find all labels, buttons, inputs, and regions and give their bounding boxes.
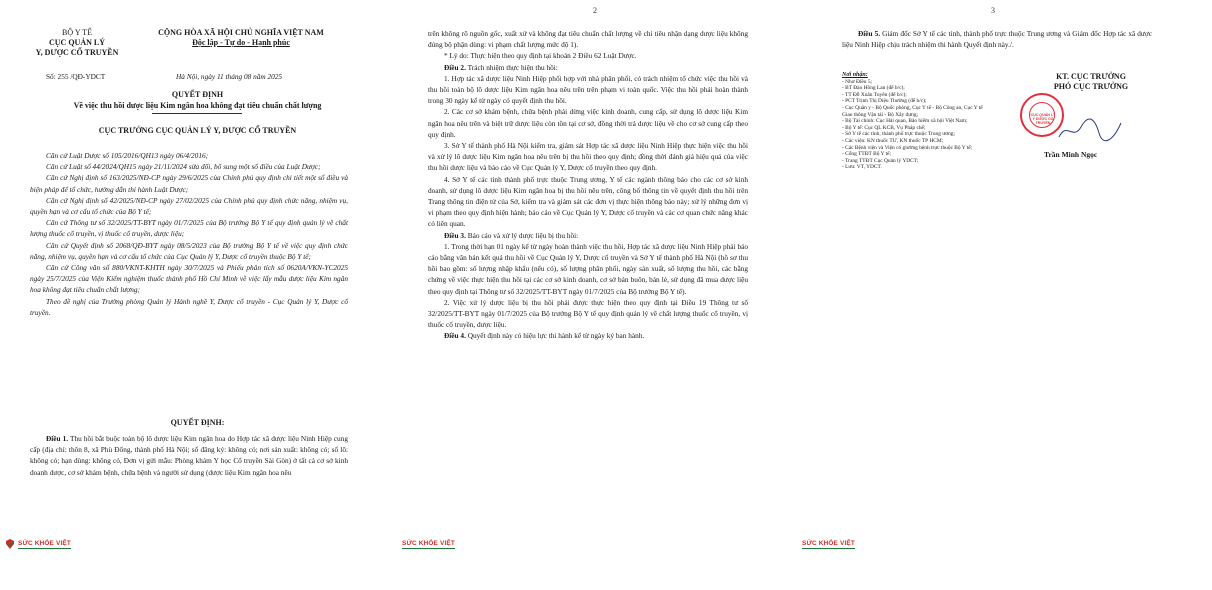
legal-basis-item: Căn cứ Luật số 44/2024/QH15 ngày 21/11/2024 sửa đổi, bổ sung một số điều của Luật Dược;: [46, 162, 321, 172]
watermark-logo: [4, 538, 71, 550]
recipient-item: - TT Đỗ Xuân Tuyên (để b/c);: [842, 91, 907, 98]
ministry-name: BỘ Y TẾ: [62, 28, 92, 37]
agency-name-line1: CỤC QUẢN LÝ: [49, 38, 105, 47]
document-page-2: [400, 0, 790, 590]
logo-text: SỨC KHỎE VIỆT: [402, 539, 455, 547]
recipient-item: - Bộ Tài chính: Cục Hải quan, Bảo hiểm xã hội Việt Nam;: [842, 118, 968, 125]
legal-basis-item: Căn cứ Thông tư số 32/2025/TT-BYT ngày 01/7/2025 của Bộ trưởng Bộ Y tế quy định quản lý về chất lượng thuốc cổ truyền, vị thuốc cổ truyền, dược liệu;: [30, 218, 348, 239]
article-1-reason: * Lý do: Thực hiện theo quy định tại khoản 2 Điều 62 Luật Dược.: [444, 51, 637, 61]
article-4-label: Điều 4.: [444, 331, 466, 341]
recipient-item: - Sở Y tế các tỉnh, thành phố trực thuộc Trung ương;: [842, 131, 955, 138]
page-2-body: [428, 28, 748, 342]
article-2-item: 2. Các cơ sở khám bệnh, chữa bệnh phải dừng việc kinh doanh, cung cấp, sử dụng lô dược liệu Kim ngân hoa nêu trên và biệt trữ dược liệu còn tồn tại cơ sở, đồng thời trả dược liệu về cho cơ sở cung cấp theo quy định.: [428, 107, 748, 139]
article-1-label: Điều 1.: [46, 434, 69, 443]
document-page-3: [800, 0, 1212, 590]
recipients-list: [842, 72, 990, 171]
recipient-item: - Trang TTĐT Cục Quản lý YDCT;: [842, 157, 919, 164]
document-number: Số: 255 /QĐ-YDCT: [46, 72, 106, 81]
document-date: Hà Nội, ngày 11 tháng 08 năm 2025: [176, 72, 283, 81]
watermark-logo: [800, 538, 855, 550]
seal-text: CỤC QUẢN LÝ Y DƯỢC CỔ TRUYỀN: [1030, 113, 1056, 126]
title-underline: [152, 113, 242, 114]
recipients-title: Nơi nhận:: [842, 72, 868, 78]
legal-basis-item: Căn cứ Quyết định số 2068/QĐ-BYT ngày 08/5/2023 của Bộ trưởng Bộ Y tế về việc quy định chức năng, nhiệm vụ, quyền hạn và cơ cấu tổ chức của Cục Quản lý Y, Dược cổ truyền thuộc Bộ Y tế;: [30, 240, 348, 261]
article-3-heading: Điều 3. Báo cáo và xử lý dược liệu bị thu hồi:: [444, 230, 579, 240]
national-header: [146, 28, 336, 48]
decision-heading: QUYẾT ĐỊNH:: [170, 418, 225, 427]
article-1: [30, 433, 348, 478]
document-page-1: [0, 0, 395, 590]
article-2-item: 3. Sở Y tế thành phố Hà Nội kiểm tra, giám sát Hợp tác xã dược liệu Ninh Hiệp thực hiện việc thu hồi và xử lý lô dược liệu Kim ngân hoa nêu trên bị thu hồi theo quy định; đồng thời đánh giá hiệu quả của việc thu hồi dược liệu và báo cáo về Cục Quản lý Y, Dược cổ truyền theo quy định.: [428, 141, 748, 173]
logo-icon: [4, 538, 16, 550]
logo-text: SỨC KHỎE VIỆT: [18, 539, 71, 547]
national-motto: Độc lập - Tự do - Hạnh phúc: [192, 38, 290, 47]
article-3-item: 1. Trong thời hạn 01 ngày kể từ ngày hoàn thành việc thu hồi, Hợp tác xã dược liệu Ninh Hiệp phải báo cáo bằng văn bản kết quả thu hồi về Cục Quản lý Y, Dược cổ truyền và Sở Y tế thành phố Hà Nội (hồ sơ thu hồi bao gồm: số lượng nhập khẩu (nếu có), số lượng phân phối, ngày sản xuất, số lượng thu hồi, các bằng chứng về việc thực hiện thu hồi tại các cơ sở kinh doanh, cơ sở bán buôn, bán lẻ, sử dụng đã mua dược liệu theo quy định tại Thông tư số 32/2025/TT-BYT ngày 01/7/2025 của Bộ trưởng Bộ Y tế).: [428, 241, 748, 296]
article-3-label: Điều 3.: [444, 230, 466, 240]
legal-basis-item: Theo đề nghị của Trưởng phòng Quản lý Hành nghề Y, Dược cổ truyền - Cục Quản lý Y, Dược cổ truyền.: [30, 296, 348, 317]
signer-name: Trần Minh Ngọc: [1044, 150, 1098, 159]
signature-title-1: KT. CỤC TRƯỞNG: [1056, 72, 1126, 81]
legal-bases: [30, 150, 348, 318]
issuing-agency-block: [18, 28, 136, 58]
recipient-item: - PCT Trịnh Thị Diệu Thường (để b/c);: [842, 98, 927, 105]
article-1-body: Thu hồi bắt buộc toàn bộ lô dược liệu Kim ngân hoa do Hợp tác xã dược liệu Ninh Hiệp cung cấp (địa chỉ: thôn 8, xã Phù Đổng, thành phố Hà Nội; số đăng ký: không có; nơi sản xuất: không có; số lô: không có; hạn dùng: không có, Đơn vị gửi mẫu: Phòng khám Y học Cổ truyền Sài Gòn) ở tất cả cơ sở kinh doanh dược, cơ sở khám bệnh, chữa bệnh và người sử dụng (dược liệu Kim ngân hoa nêu: [30, 434, 348, 477]
agency-name-line2: Y, DƯỢC CỔ TRUYỀN: [35, 48, 119, 57]
recipient-item: - Cục Quân y - Bộ Quốc phòng, Cục Y tế - Bộ Công an, Cục Y tế Giao thông Vận tải - Bộ Xây dựng;: [842, 104, 983, 118]
decision-subject: Về việc thu hồi dược liệu Kim ngân hoa không đạt tiêu chuẩn chất lượng: [73, 101, 322, 110]
article-2-label: Điều 2.: [444, 62, 466, 72]
article-2-heading: Điều 2. Trách nhiệm thực hiện thu hồi:: [444, 62, 558, 72]
decision-title: QUYẾT ĐỊNH: [171, 90, 224, 99]
article-1-text: [30, 433, 348, 478]
legal-basis-item: Căn cứ Luật Dược số 105/2016/QH13 ngày 06/4/2016;: [46, 151, 209, 160]
watermark-logo: [400, 538, 455, 550]
recipient-item: - Các viện: KN thuốc TƯ, KN thuốc TP HCM;: [842, 137, 944, 144]
recipient-item: - Các Bệnh viện và Viện có giường bệnh trực thuộc Bộ Y tế;: [842, 144, 973, 151]
article-5: Điều 5. Giám đốc Sở Y tế các tỉnh, thành phố trực thuộc Trung ương và Giám đốc Hợp tác xã dược liệu Ninh Hiệp chịu trách nhiệm thi hành Quyết định này./.: [842, 29, 1152, 50]
recipient-item: - Cổng TTĐT Bộ Y tế;: [842, 151, 891, 158]
article-1-continuation: trên không rõ nguồn gốc, xuất xứ và không đạt tiêu chuẩn chất lượng về chỉ tiêu nhận dạng dược liệu không đúng bộ phận dùng: vi phạm chất lượng mức độ 1).: [428, 29, 748, 50]
signature-block: [1008, 72, 1174, 91]
recipient-item: - Bộ Y tế: Cục QL KCB, Vụ Pháp chế;: [842, 124, 926, 131]
article-2-item: 4. Sở Y tế các tỉnh thành phố trực thuộc Trung ương, Y tế các ngành thông báo cho các cơ sở kinh doanh, sử dụng lô dược liệu Kim ngân hoa bị thu hồi nêu trên, công bố thông tin về quyết định thu hồi trên Trang thông tin điện tử của Sở, kiểm tra và giám sát các đơn vị thực hiện thông báo này; xử lý những đơn vị vi phạm theo quy định hiện hành; báo cáo về Cục Quản lý Y, Dược cổ truyền và các cơ quan chức năng khác có liên quan.: [428, 174, 748, 229]
handwritten-signature: [1055, 115, 1125, 145]
recipient-item: - Như Điều 5;: [842, 78, 873, 85]
issuing-authority: CỤC TRƯỞNG CỤC QUẢN LÝ Y, DƯỢC CỔ TRUYỀN: [98, 126, 297, 135]
article-2-item: 1. Hợp tác xã dược liệu Ninh Hiệp phối hợp với nhà phân phối, có trách nhiệm tổ chức việc thu hồi và thu hồi toàn bộ lô dược liệu Kim ngân hoa nêu trên trên phạm vi toàn quốc. Việc thu hồi phải hoàn thành trong 30 ngày kể từ ngày có quyết định thu hồi.: [428, 73, 748, 106]
recipient-item: - BT Đào Hồng Lan (để b/c);: [842, 85, 905, 92]
country-name: CỘNG HÒA XÃ HỘI CHỦ NGHĨA VIỆT NAM: [158, 28, 324, 37]
article-3-item: 2. Việc xử lý dược liệu bị thu hồi phải được thực hiện theo quy định tại Điều 19 Thông tư số 32/2025/TT-BYT ngày 01/7/2025 của Bộ trưởng Bộ Y tế quy định quản lý về chất lượng thuốc cổ truyền, vị thuốc cổ truyền, dược liệu.: [428, 297, 748, 330]
page-3-body: [842, 28, 1152, 50]
signature-title-2: PHÓ CỤC TRƯỞNG: [1053, 81, 1129, 91]
article-4: Điều 4. Quyết định này có hiệu lực thi hành kể từ ngày ký ban hành.: [444, 331, 645, 341]
article-5-label: Điều 5.: [858, 29, 881, 38]
page-number: 3: [991, 6, 995, 15]
recipient-item: - Lưu: VT, YDCT.: [842, 164, 882, 171]
logo-text: SỨC KHỎE VIỆT: [802, 539, 855, 547]
page-number: 2: [593, 6, 597, 15]
legal-basis-item: Căn cứ Nghị định số 42/2025/NĐ-CP ngày 27/02/2025 của Chính phủ quy định chức năng, nhiệm vụ, quyền hạn và cơ cấu tổ chức của Bộ Y tế;: [30, 195, 348, 217]
legal-basis-item: Căn cứ Nghị định số 163/2025/NĐ-CP ngày 29/6/2025 của Chính phủ quy định chi tiết một số điều và biện pháp để tổ chức, hướng dẫn thi hành Luật Dược;: [30, 173, 348, 194]
legal-basis-item: Căn cứ Công văn số 880/VKNT-KHTH ngày 30/7/2025 và Phiếu phân tích số 0620A/VKN-YC2025 ngày 25/7/2025 của Viện Kiểm nghiệm thuốc thành phố Hồ Chí Minh về việc lấy mẫu dược liệu Kim ngân hoa không đạt tiêu chuẩn chất lượng;: [30, 263, 348, 295]
